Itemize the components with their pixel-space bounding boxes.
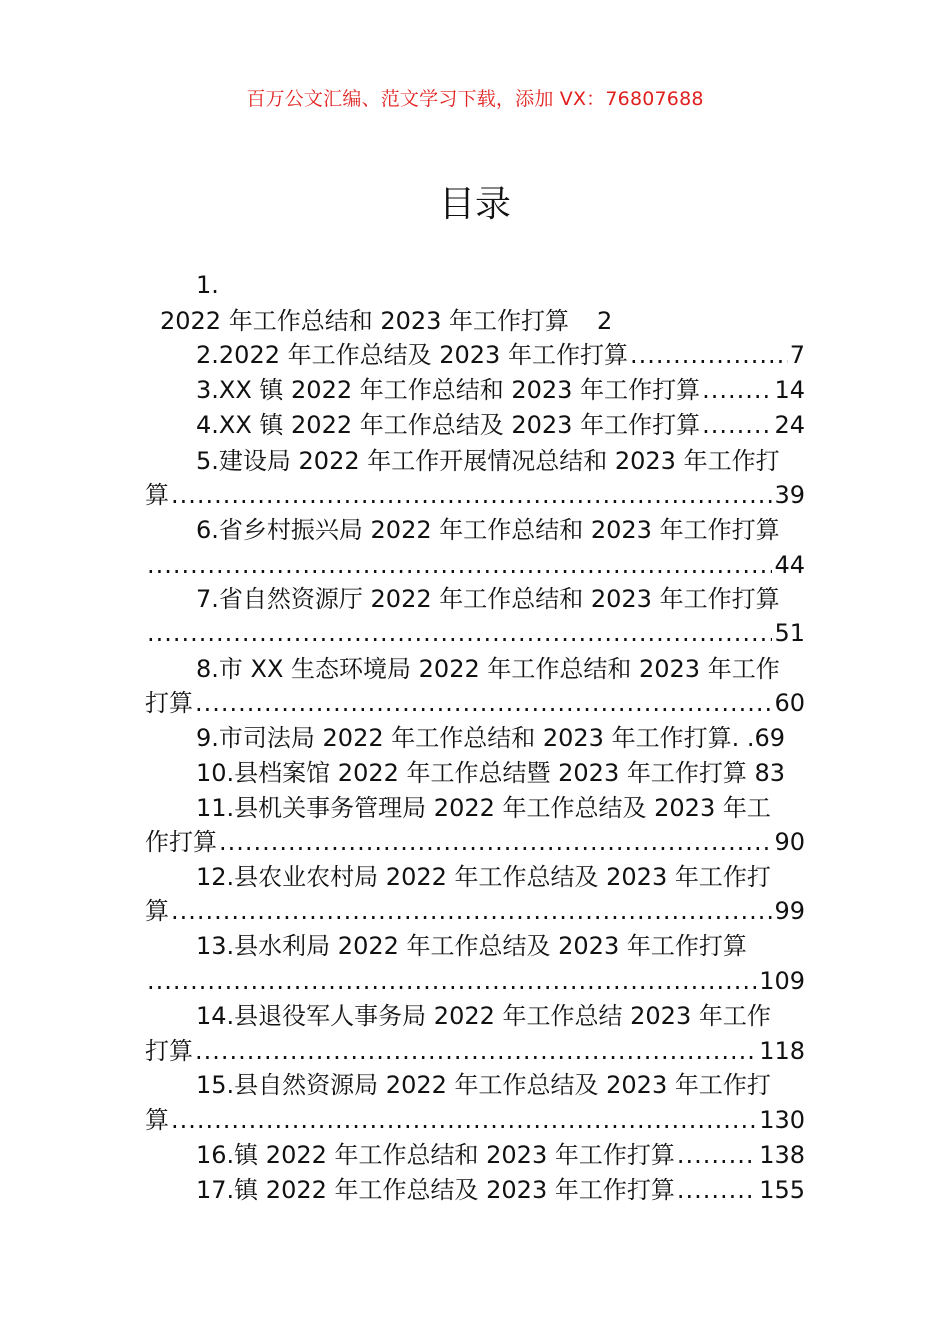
toc-entry-6-title[interactable]: 6.省乡村振兴局 2022 年工作总结和 2023 年工作打算 (196, 516, 780, 544)
toc-entry-1-title: 2022 年工作总结和 2023 年工作打算 (160, 307, 570, 335)
toc-entry-2-page: 7 (789, 341, 805, 369)
toc-entry-6-page: 44 (774, 551, 805, 579)
toc-entry-2-title: 2.2022 年工作总结及 2023 年工作打算 (196, 341, 628, 369)
toc-entry-16-title: 16.镇 2022 年工作总结和 2023 年工作打算 (196, 1141, 675, 1169)
toc-entry-14[interactable] (145, 1034, 805, 1068)
toc-entry-5-page: 39 (774, 481, 805, 509)
dot-leader (219, 825, 772, 859)
toc-entry-11-title-cont: 作打算 (145, 828, 217, 856)
toc-entry-3-title: 3.XX 镇 2022 年工作总结和 2023 年工作打算 (196, 376, 701, 404)
toc-entry-15[interactable] (145, 1103, 805, 1137)
dot-leader (171, 478, 772, 512)
toc-entry-8-page: 60 (774, 689, 805, 717)
dot-leader (171, 1103, 757, 1137)
toc-entry-8[interactable] (145, 686, 805, 720)
toc-entry-11-page: 90 (774, 828, 805, 856)
dot-leader (702, 373, 772, 407)
toc-entry-11[interactable] (145, 825, 805, 859)
dot-leader (677, 1138, 757, 1172)
toc-entry-5-title-cont: 算 (145, 481, 169, 509)
toc-entry-17-title: 17.镇 2022 年工作总结及 2023 年工作打算 (196, 1176, 675, 1204)
toc-entry-3-page: 14 (774, 376, 805, 404)
toc-entry-8-title[interactable]: 8.市 XX 生态环境局 2022 年工作总结和 2023 年工作 (196, 655, 780, 683)
dot-leader (195, 686, 772, 720)
toc-entry-12-title[interactable]: 12.县农业农村局 2022 年工作总结及 2023 年工作打 (196, 863, 771, 891)
toc-entry-13[interactable] (145, 964, 805, 998)
toc-entry-16[interactable] (196, 1138, 805, 1172)
toc-entry-14-page: 118 (759, 1037, 805, 1065)
dot-leader (195, 1034, 757, 1068)
toc-entry-15-title[interactable]: 15.县自然资源局 2022 年工作总结及 2023 年工作打 (196, 1071, 771, 1099)
toc-entry-14-title-cont: 打算 (145, 1037, 193, 1065)
toc-entry-12[interactable] (145, 894, 805, 928)
toc-entry-13-title[interactable]: 13.县水利局 2022 年工作总结及 2023 年工作打算 (196, 932, 747, 960)
toc-entry-12-page: 99 (774, 897, 805, 925)
toc-entry-11-title[interactable]: 11.县机关事务管理局 2022 年工作总结及 2023 年工 (196, 794, 771, 822)
toc-entry-5-title[interactable]: 5.建设局 2022 年工作开展情况总结和 2023 年工作打 (196, 447, 780, 475)
toc-entry-17-page: 155 (759, 1176, 805, 1204)
dot-leader (171, 894, 772, 928)
toc-entry-6[interactable] (145, 548, 805, 582)
toc-entry-14-title[interactable]: 14.县退役军人事务局 2022 年工作总结 2023 年工作 (196, 1002, 771, 1030)
toc-entry-5[interactable] (145, 478, 805, 512)
toc-entry-9[interactable]: 9.市司法局 2022 年工作总结和 2023 年工作打算. .69 (196, 724, 785, 752)
toc-entry-10[interactable]: 10.县档案馆 2022 年工作总结暨 2023 年工作打算 83 (196, 759, 786, 787)
dot-leader (147, 964, 757, 998)
toc-entry-1-page: 2 (597, 307, 613, 335)
toc-entry-1-number: 1. (196, 271, 219, 299)
toc-entry-12-title-cont: 算 (145, 897, 169, 925)
toc-entry-15-page: 130 (759, 1106, 805, 1134)
dot-leader (147, 616, 772, 650)
toc-entry-13-page: 109 (759, 967, 805, 995)
dot-leader (630, 338, 788, 372)
dot-leader (147, 548, 772, 582)
toc-entry-3[interactable] (196, 373, 805, 407)
toc-entry-7-title[interactable]: 7.省自然资源厅 2022 年工作总结和 2023 年工作打算 (196, 585, 780, 613)
dot-leader (702, 408, 772, 442)
toc-entry-4-page: 24 (774, 411, 805, 439)
toc-entry-2[interactable] (196, 338, 805, 372)
toc-entry-8-title-cont: 打算 (145, 689, 193, 717)
toc-entry-15-title-cont: 算 (145, 1106, 169, 1134)
toc-entry-17[interactable] (196, 1173, 805, 1207)
toc-entry-4[interactable] (196, 408, 805, 442)
header-notice: 百万公文汇编、范文学习下载，添加 VX：76807688 (246, 88, 704, 110)
page-title: 目录 (438, 184, 511, 225)
toc-entry-16-page: 138 (759, 1141, 805, 1169)
toc-entry-1[interactable] (160, 304, 612, 338)
toc-entry-4-title: 4.XX 镇 2022 年工作总结及 2023 年工作打算 (196, 411, 701, 439)
toc-entry-7-page: 51 (774, 619, 805, 647)
toc-entry-7[interactable] (145, 616, 805, 650)
dot-leader (677, 1173, 757, 1207)
